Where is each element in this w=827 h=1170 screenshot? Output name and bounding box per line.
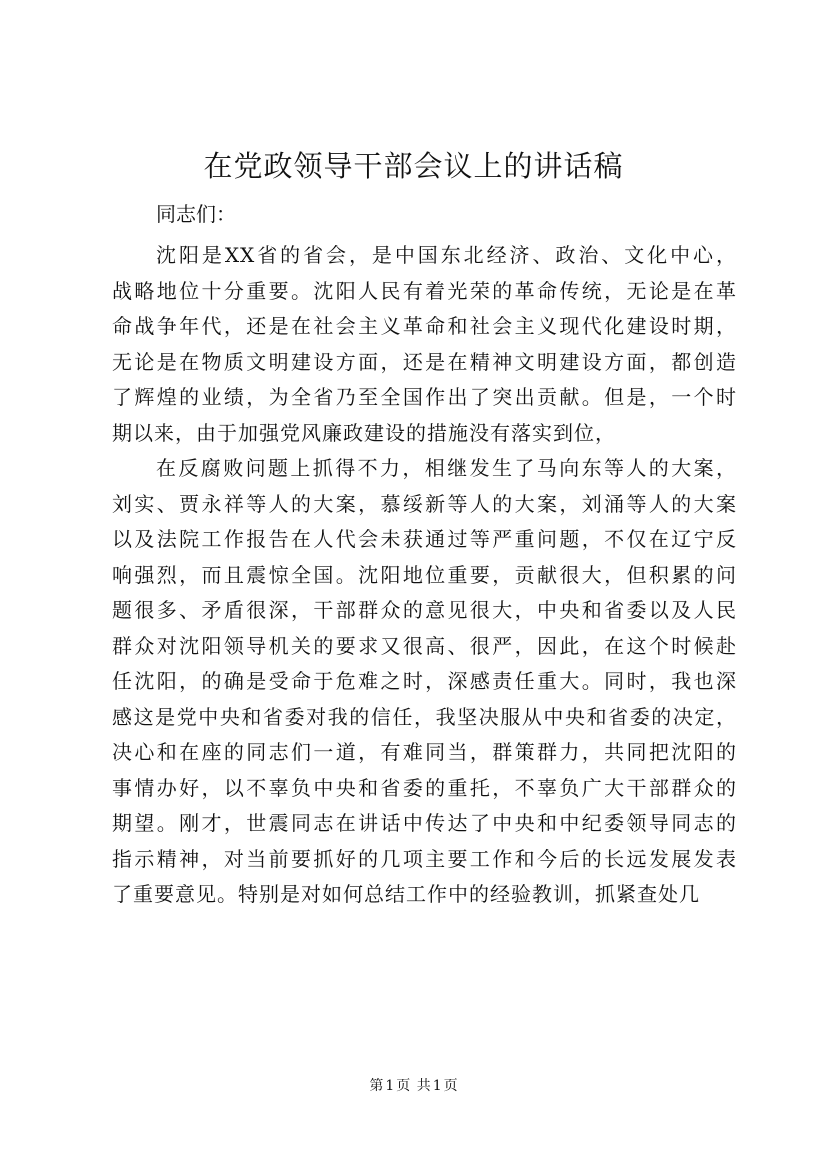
total-suffix: 页 [443, 1078, 458, 1094]
text-line: 期望。刚才，世震同志在讲话中传达了中央和中纪委领导同志的 [112, 811, 737, 835]
text-line: 在反腐败问题上抓得不力，相继发生了马向东等人的大案， [156, 456, 737, 480]
text-line: 战略地位十分重要。沈阳人民有着光荣的革命传统，无论是在革 [112, 278, 737, 303]
document-title: 在党政领导干部会议上的讲话稿 [203, 149, 624, 183]
page-number: 1 [385, 1078, 395, 1094]
total-label: 共 [416, 1078, 431, 1094]
text-line: 题很多、矛盾很深，干部群众的意见很大，中央和省委以及人民 [112, 598, 737, 622]
text-line: 刘实、贾永祥等人的大案，慕绥新等人的大案，刘涌等人的大案 [112, 491, 737, 516]
paragraph-container [112, 238, 737, 913]
page-label: 第 [369, 1078, 384, 1094]
text-line: 了重要意见。特别是对如何总结工作中的经验教训，抓紧查处几 [112, 882, 700, 906]
document-body [112, 196, 737, 913]
text-line: 命战争年代，还是在社会主义革命和社会主义现代化建设时期， [112, 314, 737, 338]
text-line: 决心和在座的同志们一道，有难同当，群策群力，共同把沈阳的 [112, 740, 737, 764]
paragraph [112, 451, 737, 913]
total-number: 1 [432, 1078, 442, 1094]
page-suffix: 页 [396, 1078, 411, 1094]
text-line: 事情办好，以不辜负中央和省委的重托，不辜负广大干部群众的 [112, 775, 737, 800]
text-line: 无论是在物质文明建设方面，还是在精神文明建设方面，都创造 [112, 349, 737, 374]
text-line: 了辉煌的业绩，为全省乃至全国作出了突出贡献。但是，一个时 [112, 385, 737, 409]
text-line: 响强烈，而且震惊全国。沈阳地位重要，贡献很大，但积累的问 [112, 562, 737, 587]
text-line: 沈阳是XX省的省会，是中国东北经济、政治、文化中心， [156, 243, 737, 267]
text-line: 感这是党中央和省委对我的信任，我坚决服从中央和省委的决定， [112, 704, 737, 729]
text-line: 期以来，由于加强党风廉政建设的措施没有落实到位， [112, 420, 616, 445]
page-footer [0, 1076, 827, 1096]
greeting: 同志们： [156, 202, 236, 226]
text-line: 任沈阳，的确是受命于危难之时，深感责任重大。同时，我也深 [112, 669, 737, 693]
text-line: 群众对沈阳领导机关的要求又很高、很严，因此，在这个时候赴 [112, 633, 737, 658]
text-line: 指示精神，对当前要抓好的几项主要工作和今后的长远发展发表 [112, 846, 737, 871]
text-line: 以及法院工作报告在人代会未获通过等严重问题，不仅在辽宁反 [112, 527, 737, 551]
paragraph [112, 238, 737, 451]
